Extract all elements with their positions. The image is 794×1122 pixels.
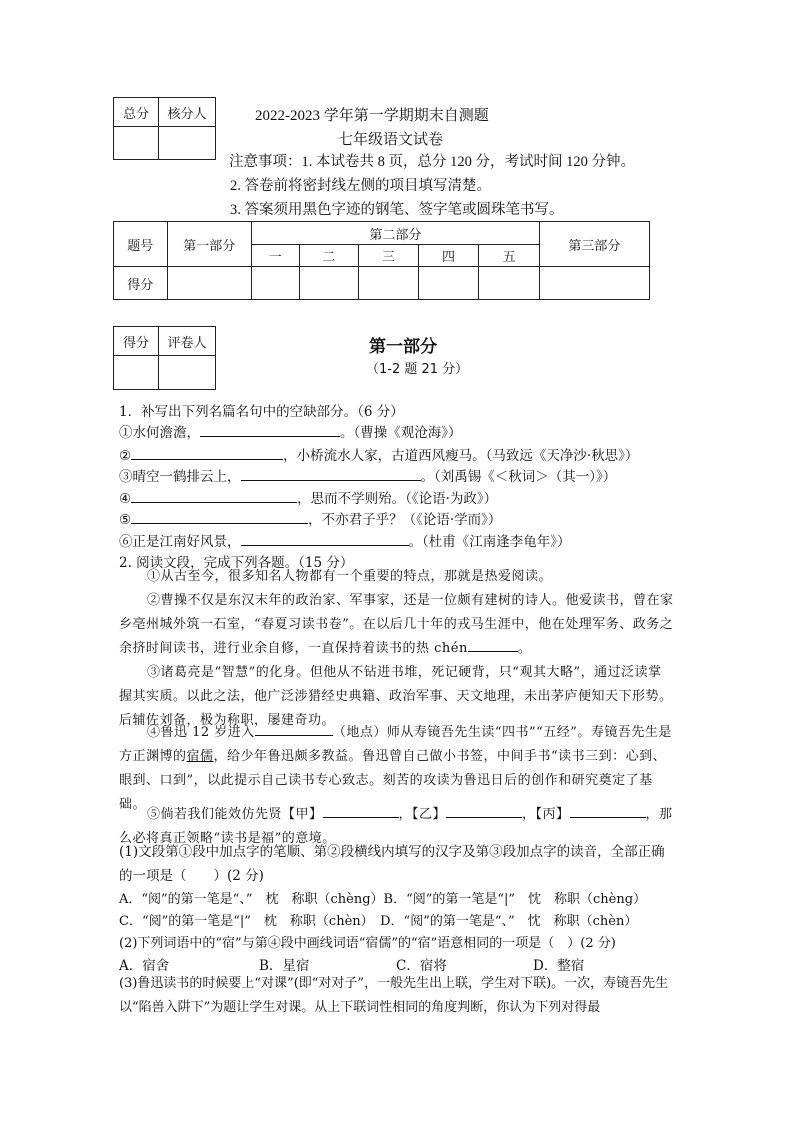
q1-item-1-pre: ①水何澹澹， [119, 425, 200, 441]
q1-item-6 [119, 530, 571, 550]
q1-blank-5[interactable] [131, 511, 308, 524]
q1-item-3 [119, 465, 616, 485]
grader-score-cell[interactable] [114, 356, 159, 390]
q1-item-2-post: ，小桥流水人家，古道西风瘦马。（马致远《天净沙·秋思》） [283, 448, 639, 464]
q2-sub2-option-a[interactable]: A．宿舍 [119, 958, 170, 974]
score-table [113, 221, 650, 300]
q1-item-1-post: 。（曹操《观沧海》） [340, 425, 462, 441]
q1-item-5-pre: ⑤ [119, 512, 132, 528]
score-cell-part2-5[interactable] [479, 267, 540, 300]
score-row-label: 得分 [114, 267, 168, 300]
part2-sub-3: 三 [359, 245, 419, 267]
q1-item-4-pre: ④ [119, 491, 132, 507]
q2-sub2-option-c[interactable]: C．宿将 [396, 958, 447, 974]
score-cell-part2-3[interactable] [359, 267, 419, 300]
q2-blank-yi[interactable] [446, 805, 522, 818]
q1-item-4-post: ，思而不学则殆。（《论语·为政》） [297, 491, 498, 507]
note-3: 3. 答案须用黑色字迹的钢笔、签字笔或圆珠笔书写。 [230, 202, 564, 218]
exam-subtitle: 七年级语文试卷 [338, 132, 444, 148]
q1-item-5-post: ，不亦君子乎？（《论语·学而》） [308, 512, 502, 528]
total-score-cell[interactable] [114, 127, 159, 160]
grader-box [113, 326, 216, 390]
q1-stem: 1．补写出下列名篇名句中的空缺部分。（6 分） [119, 404, 404, 420]
part2-sub-1: 一 [251, 245, 299, 267]
q1-item-4 [119, 487, 497, 507]
q2-blank-chen[interactable] [468, 639, 518, 652]
q2-para-5-a: ⑤倘若我们能效仿先贤【甲】 [147, 807, 323, 822]
note-1: 注意事项：1. 本试卷共 8 页，总分 120 分，考试时间 120 分钟。 [229, 154, 635, 170]
q2-blank-location[interactable] [255, 723, 333, 736]
part2-sub-4: 四 [418, 245, 479, 267]
score-cell-part3[interactable] [539, 267, 649, 300]
total-score-label: 总分 [114, 98, 159, 127]
q1-blank-3[interactable] [241, 468, 421, 481]
exam-title: 2022-2023 学年第一学期期末自测题 [255, 108, 489, 124]
q1-item-1 [119, 421, 462, 441]
q1-item-5 [119, 508, 501, 528]
q2-sub2-option-d[interactable]: D．整宿 [533, 958, 585, 974]
checker-cell[interactable] [159, 127, 216, 160]
grader-score-label: 得分 [114, 327, 159, 356]
q2-para-2-text: ②曹操不仅是东汉末年的政治家、军事家，还是一位颇有建树的诗人。他爱读书，曾在家乡亳州城外筑一石室，“春夏习读书卷”。在以后几十年的戎马生涯中，他在处理军务、政务之余挤时间读书，进行业余自修，一直保持着读书的热 chén [119, 593, 674, 656]
q2-blank-jia[interactable] [323, 805, 399, 818]
total-score-box [113, 97, 216, 160]
q2-para-1: ①从古至今，很多知名人物都有一个重要的特点，那就是热爱阅读。 [147, 569, 553, 584]
q1-item-3-pre: ③晴空一鹤排云上， [119, 469, 241, 485]
q2-stem: 2. 阅读文段，完成下列各题。（15 分） [119, 555, 354, 571]
q2-sub1-options-row2[interactable]: C．“阅”的第一笔是“|” 枕 称职（chèn） D．“阅”的第一笔是“、” 忱 称职（chèn） [119, 914, 638, 929]
q2-sub2-stem: (2)下列词语中的“宿”与第④段中画线词语“宿儒”的“宿”语意相同的一项是（ ）(2 分) [119, 936, 616, 951]
part1-header: 第一部分 [167, 222, 251, 267]
part2-sub-5: 五 [479, 245, 540, 267]
note-2: 2. 答卷前将密封线左侧的项目填写清楚。 [230, 178, 491, 194]
score-cell-part1[interactable] [167, 267, 251, 300]
checker-label: 核分人 [159, 98, 216, 127]
q2-blank-bing[interactable] [570, 805, 646, 818]
q1-blank-4[interactable] [131, 490, 297, 503]
grader-name-label: 评卷人 [159, 327, 216, 356]
q2-para-3: ③诸葛亮是“智慧”的化身。但他从不钻进书堆，死记硬背，只“观其大略”，通过泛读掌握其实质。以此之法，他广泛涉猎经史典籍、政治军事、天文地理，未出茅庐便知天下形势。后辅佐刘备，极为称职，屡建奇功。 [119, 665, 673, 728]
q1-blank-6[interactable] [241, 533, 409, 546]
q1-item-2-pre: ② [119, 448, 132, 464]
score-cell-part2-2[interactable] [299, 267, 359, 300]
q2-para-4-b: （地点）师从寿镜吾先生读“四书”“五经”。寿镜吾先生是方正渊博的 [119, 725, 672, 764]
part2-sub-2: 二 [299, 245, 359, 267]
q2-sub3-stem: (3)鲁迅读书的时候要上“对课”(即“对对子”，一般先生出上联，学生对下联)。一次，寿镜吾先生以“陷兽入阱下”为题让学生对课。从上下联词性相同的角度判断，你认为下列对得最 [119, 976, 669, 1015]
part2-header: 第二部分 [251, 222, 539, 245]
score-cell-part2-4[interactable] [418, 267, 479, 300]
q1-item-2 [119, 444, 638, 464]
section-range: （1-2 题 21 分） [366, 362, 469, 377]
q2-underlined-suru: 宿儒 [186, 749, 214, 764]
q2-sub1-stem: (1)文段第①段中加点字的笔顺、第②段横线内填写的汉字及第③段加点字的读音，全部正确的一项是（ ）(2 分) [119, 844, 665, 884]
q2-para-2: ②曹操不仅是东汉末年的政治家、军事家，还是一位颇有建树的诗人。他爱读书，曾在家乡亳州城外筑一石室，“春夏习读书卷”。在以后几十年的戎马生涯中，他在处理军务、政务之余挤时间读书，进行业余自修，一直保持着读书的热 chén 。 [119, 593, 674, 656]
q2-para-4-a: ④鲁迅 12 岁进入 [147, 725, 255, 740]
part3-header: 第三部分 [539, 222, 649, 267]
score-cell-part2-1[interactable] [251, 267, 299, 300]
q2-para-5-c: ，【丙】 [522, 807, 570, 822]
q1-blank-1[interactable] [200, 424, 340, 437]
q2-para-5-b: ，【乙】 [398, 807, 447, 822]
q2-para-5-d: ，那么必将真正领略“读书是福”的意境。 [119, 807, 673, 846]
q1-item-3-post: 。（刘禹锡《＜秋词＞（其一）》） [420, 469, 617, 485]
grader-name-cell[interactable] [159, 356, 216, 390]
q1-item-6-pre: ⑥正是江南好风景， [119, 534, 241, 550]
question-number-label: 题号 [114, 222, 168, 267]
q2-sub2-option-b[interactable]: B．星宿 [259, 958, 310, 974]
q1-blank-2[interactable] [131, 447, 283, 460]
q1-item-6-post: 。（杜甫《江南逢李龟年》） [408, 534, 571, 550]
q2-sub1-options-row1[interactable]: A．“阅”的第一笔是“、” 枕 称职（chèng）B．“阅”的第一笔是“|” 忱 称职（chèng） [119, 892, 647, 907]
section-title: 第一部分 [369, 337, 437, 357]
q2-para-4-d: ，给少年鲁迅颇多教益。鲁迅曾自己做小书签，中间手书“读书三到：心到、眼到、口到”，以此提示自己读书专心致志。刻苦的攻读为鲁迅日后的创作和研究奠定了基础。 [119, 749, 667, 812]
